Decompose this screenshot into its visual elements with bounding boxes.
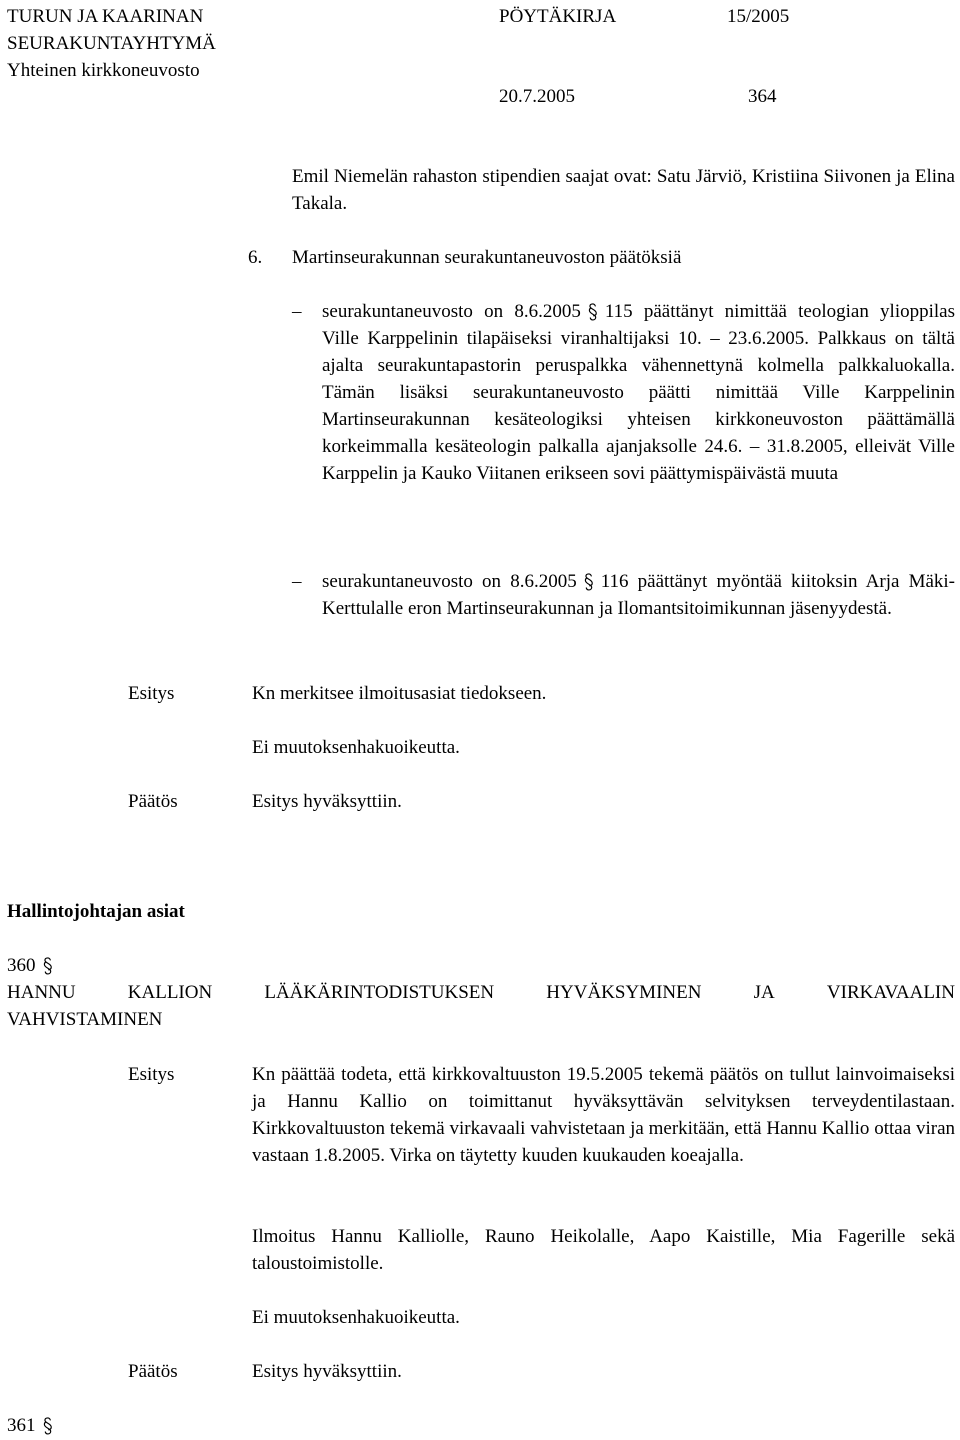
item6-title: Martinseurakunnan seurakuntaneuvoston päätöksiä xyxy=(292,247,682,268)
item360-number-line xyxy=(7,952,60,979)
esitys-text: Kn merkitsee ilmoitusasiat tiedokseen. xyxy=(252,683,547,704)
item360-number: 360 xyxy=(7,955,36,976)
item361-number-line xyxy=(7,1412,60,1439)
item360-paatos-text: Esitys hyväksyttiin. xyxy=(252,1361,402,1382)
paatos-text: Esitys hyväksyttiin. xyxy=(252,791,402,812)
section-sign-icon xyxy=(42,957,54,975)
item360-paatos-label: Päätös xyxy=(128,1361,178,1382)
item6-bullet-2-text: seurakuntaneuvosto on 8.6.2005 116 päättänyt myöntää kiitoksin Arja Mäki-Kerttulalle eron Martinseurakunnan ja Ilomantsitoimikunnan jäsenyydestä. xyxy=(322,571,955,619)
org-name-line3: Yhteinen kirkkoneuvosto xyxy=(7,60,200,81)
org-name-line1: TURUN JA KAARINAN xyxy=(7,6,204,27)
paatos-label: Päätös xyxy=(128,791,178,812)
item360-title-line1 xyxy=(7,979,955,1006)
item6-bullet-1 xyxy=(292,298,955,487)
item360-title-line2: VAHVISTAMINEN xyxy=(7,1009,163,1030)
intro-paragraph: Emil Niemelän rahaston stipendien saajat ovat: Satu Järviö, Kristiina Siivonen ja Elina Takala. xyxy=(292,166,955,214)
section-heading: Hallintojohtajan asiat xyxy=(7,901,185,922)
title-word: VIRKAVAALIN xyxy=(826,982,955,1003)
esitys-label: Esitys xyxy=(128,683,175,704)
title-word: KALLION xyxy=(127,982,213,1003)
page-number: 364 xyxy=(748,86,777,107)
title-word: HYVÄKSYMINEN xyxy=(546,982,702,1003)
item360-notice: Ilmoitus Hannu Kalliolle, Rauno Heikolalle, Aapo Kaistille, Mia Fagerille sekä taloustoimistolle. xyxy=(252,1226,955,1274)
no-appeal-note: Ei muutoksenhakuoikeutta. xyxy=(252,737,460,758)
doc-date: 20.7.2005 xyxy=(499,86,575,107)
item361-number: 361 xyxy=(7,1415,36,1436)
item360-esitys-text: Kn päättää todeta, että kirkkovaltuuston 19.5.2005 tekemä päätös on tullut lainvoimaiseksi ja Hannu Kallio on toimittanut hyväksyttävän selvityksen terveydentilastaan. Kirkkovaltuuston tekemä virkavaali vahvistetaan ja merkitään, että Hannu Kallio ottaa viran vastaan 1.8.2005. Virka on täytetty kuuden kuukauden koeajalla. xyxy=(252,1064,955,1166)
doc-number: 15/2005 xyxy=(727,6,790,27)
section-sign-icon xyxy=(587,303,599,321)
section-sign-icon xyxy=(42,1417,54,1435)
bullet-dash: – xyxy=(292,301,302,322)
org-name-line2: SEURAKUNTAYHTYMÄ xyxy=(7,33,216,54)
doc-type: PÖYTÄKIRJA xyxy=(499,6,617,27)
bullet-dash: – xyxy=(292,571,302,592)
item6-bullet-2 xyxy=(292,568,955,622)
title-word: HANNU xyxy=(7,982,76,1003)
item6-bullet-1-text: seurakuntaneuvosto on 8.6.2005 115 päättänyt nimittää teologian ylioppilas Ville Karppelinin tilapäiseksi viranhaltijaksi 10. – 23.6.2005. Palkkaus on tältä ajalta seurakuntapastorin peruspalkka vähennettynä kolmella palkkaluokalla. Tämän lisäksi seurakuntaneuvosto päätti nimittää Ville Karppelinin Martinseurakunnan kesäteologiksi yhteisen kirkkoneuvoston päättämällä korkeimmalla kesäteologin palkalla ajanjaksolle 24.6. – 31.8.2005, elleivät Ville Karppelin ja Kauko Viitanen erikseen sovi päättymispäivästä muuta xyxy=(322,301,955,484)
title-word: LÄÄKÄRINTODISTUKSEN xyxy=(264,982,495,1003)
title-word: JA xyxy=(753,982,775,1003)
item360-no-appeal-note: Ei muutoksenhakuoikeutta. xyxy=(252,1307,460,1328)
item360-esitys-label: Esitys xyxy=(128,1064,175,1085)
section-sign-icon xyxy=(583,573,595,591)
item6-number: 6. xyxy=(248,247,263,268)
